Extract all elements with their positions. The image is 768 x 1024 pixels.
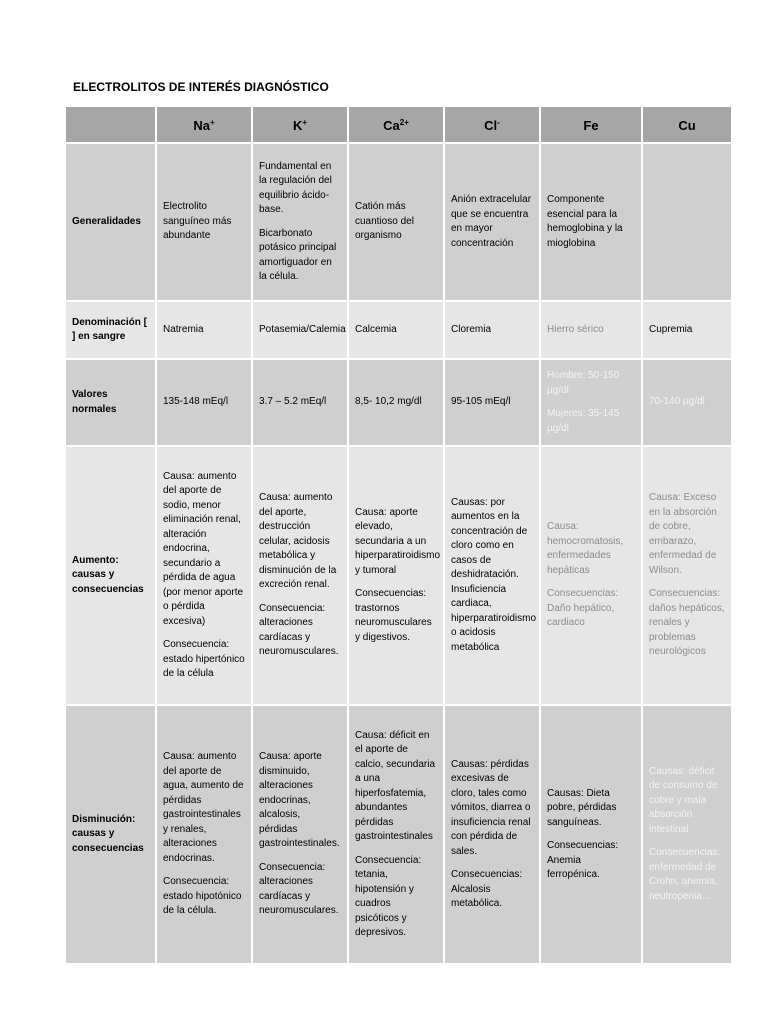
cell-paragraph: Consecuencia: alteraciones cardíacas y neuromusculares. — [259, 861, 339, 917]
cell-paragraph: Consecuencia: tetania, hipotensión y cuadros psicóticos y depresivos. — [355, 854, 422, 938]
row-label: Denominación [ ] en sangre — [65, 301, 156, 359]
cell-ca — [348, 301, 444, 359]
cell-paragraph: Causas: déficit de consumo de cobre y mala absorción intestinal — [649, 765, 718, 835]
cell-k — [252, 446, 348, 705]
table-row-aumento — [65, 446, 732, 705]
cell-paragraph: 8,5- 10,2 mg/dl — [355, 396, 422, 408]
cell-paragraph: 3.7 – 5.2 mEq/l — [259, 396, 327, 408]
cell-cu — [642, 705, 732, 964]
row-label: Aumento: causas y consecuencias — [65, 446, 156, 705]
cell-paragraph: Electrolito sanguíneo más abundante — [163, 201, 232, 242]
cell-paragraph: Consecuencia: alteraciones cardíacas y neuromusculares. — [259, 602, 339, 658]
cell-paragraph: Anión extracelular que se encuentra en mayor concentración — [451, 194, 532, 249]
cell-paragraph: Causa: aumento del aporte, destrucción celular, acidosis metabólica y disminución de la excreción renal. — [259, 492, 337, 591]
header-cell-na: Na+ — [156, 106, 252, 143]
header-cell-cl: Cl- — [444, 106, 540, 143]
cell-paragraph: Catión más cuantioso del organismo — [355, 201, 414, 242]
cell-na — [156, 705, 252, 964]
cell-paragraph: Mujeres: 35-145 µg/dl — [547, 408, 620, 434]
header-row — [65, 106, 732, 143]
cell-paragraph: Consecuencia: estado hipotónico de la célula. — [163, 876, 242, 917]
cell-paragraph: Consecuencias: trastornos neuromusculares y digestivos. — [355, 588, 432, 643]
cell-paragraph: Causas: pérdidas excesivas de cloro, tales como vómitos, diarrea o insuficiencia renal con pérdida de sales. — [451, 758, 531, 857]
cell-cu — [642, 301, 732, 359]
cell-paragraph: Consecuencias: Daño hepático, cardiaco — [547, 588, 619, 629]
cell-na — [156, 446, 252, 705]
cell-na — [156, 143, 252, 301]
cell-paragraph: Consecuencias: daños hepáticos, renales y problemas neurológicos — [649, 588, 725, 658]
cell-k — [252, 705, 348, 964]
cell-paragraph: Calcemia — [355, 323, 397, 335]
cell-paragraph: Causa: aumento del aporte de sodio, menor eliminación renal, alteración endocrina, secundario a pérdida de agua (por menor aporte o pérdida excesiva) — [163, 470, 244, 627]
cell-paragraph: Causa: aporte disminuido, alteraciones endocrinas, alcalosis, pérdidas gastrointestinales. — [259, 751, 340, 850]
cell-paragraph: Consecuencias: Alcalosis metabólica. — [451, 869, 523, 909]
cell-paragraph: 70-140 µg/dl — [649, 396, 705, 408]
cell-ca — [348, 359, 444, 446]
cell-k — [252, 301, 348, 359]
cell-paragraph: Consecuencia: estado hipertónico de la célula — [163, 639, 245, 679]
cell-fe — [540, 705, 642, 964]
cell-paragraph: Causa: aumento del aporte de agua, aumento de pérdidas gastrointestinales y renales, alteraciones endocrinas. — [163, 751, 244, 864]
table-row-generalidades — [65, 143, 732, 301]
page-title: ELECTROLITOS DE INTERÉS DIAGNÓSTICO — [73, 80, 329, 94]
table-row-valores — [65, 359, 732, 446]
cell-paragraph: Causa: déficit en el aporte de calcio, secundaria a una hiperfosfatemia, abundantes pérdidas gastrointestinales — [355, 729, 436, 842]
cell-paragraph: Bicarbonato potásico principal amortiguador en la célula. — [259, 227, 337, 282]
cell-k — [252, 143, 348, 301]
cell-cl — [444, 143, 540, 301]
cell-ca — [348, 143, 444, 301]
header-cell-k: K+ — [252, 106, 348, 143]
header-cell-cu: Cu — [642, 106, 732, 143]
header-cell-empty — [65, 106, 156, 143]
cell-paragraph: Componente esencial para la hemoglobina y la mioglobina — [547, 194, 623, 249]
header-cell-ca: $Ca^{2+}$ — [348, 106, 444, 143]
cell-cl — [444, 446, 540, 705]
cell-paragraph: Causa: aporte elevado, secundaria a un hiperparatiroidismo y tumoral — [355, 506, 441, 576]
cell-paragraph: Causa: hemocromatosis, enfermedades hepáticas — [547, 521, 624, 576]
cell-cl — [444, 359, 540, 446]
cell-cl — [444, 705, 540, 964]
cell-paragraph: Potasemia/Calemia — [259, 323, 346, 335]
cell-paragraph: Natremia — [163, 323, 204, 335]
cell-paragraph: Causas: por aumentos en la concentración de cloro como en casos de deshidratación. Insuficiencia cardiaca, hiperparatiroidismo o acidosis metabólica — [451, 496, 537, 653]
cell-na — [156, 301, 252, 359]
cell-k — [252, 359, 348, 446]
row-label: Valores normales — [65, 359, 156, 446]
cell-paragraph: Causa: Exceso en la absorción de cobre, embarazo, enfermedad de Wilson. — [649, 492, 717, 576]
cell-cu — [642, 446, 732, 705]
cell-paragraph: Consecuencias: Anemia ferropénica. — [547, 840, 619, 880]
table-row-disminucion — [65, 705, 732, 964]
cell-paragraph: Hierro sérico — [547, 323, 604, 335]
row-label: Disminución: causas y consecuencias — [65, 705, 156, 964]
cell-ca — [348, 446, 444, 705]
cell-paragraph: Causas: Dieta pobre, pérdidas sanguíneas. — [547, 787, 617, 828]
cell-cu — [642, 359, 732, 446]
cell-paragraph: Consecuencias: enfermedad de Crohn, anemia, neutropenia... — [649, 847, 721, 902]
cell-fe — [540, 359, 642, 446]
cell-paragraph: Hombre: 50-150 µg/dl — [547, 370, 620, 396]
cell-paragraph: 135-148 mEq/l — [163, 396, 229, 408]
cell-cu — [642, 143, 732, 301]
cell-paragraph: Cloremia — [451, 323, 492, 335]
cell-ca — [348, 705, 444, 964]
header-cell-fe: Fe — [540, 106, 642, 143]
cell-na — [156, 359, 252, 446]
cell-fe — [540, 301, 642, 359]
cell-paragraph: 95-105 mEq/l — [451, 396, 511, 408]
cell-paragraph: Fundamental en la regulación del equilibrio ácido-base. — [259, 160, 332, 215]
row-label: Generalidades — [65, 143, 156, 301]
cell-cl — [444, 301, 540, 359]
table-row-denominacion — [65, 301, 732, 359]
cell-fe — [540, 446, 642, 705]
cell-paragraph: Cupremia — [649, 323, 693, 335]
electrolytes-table — [64, 105, 733, 965]
cell-fe — [540, 143, 642, 301]
